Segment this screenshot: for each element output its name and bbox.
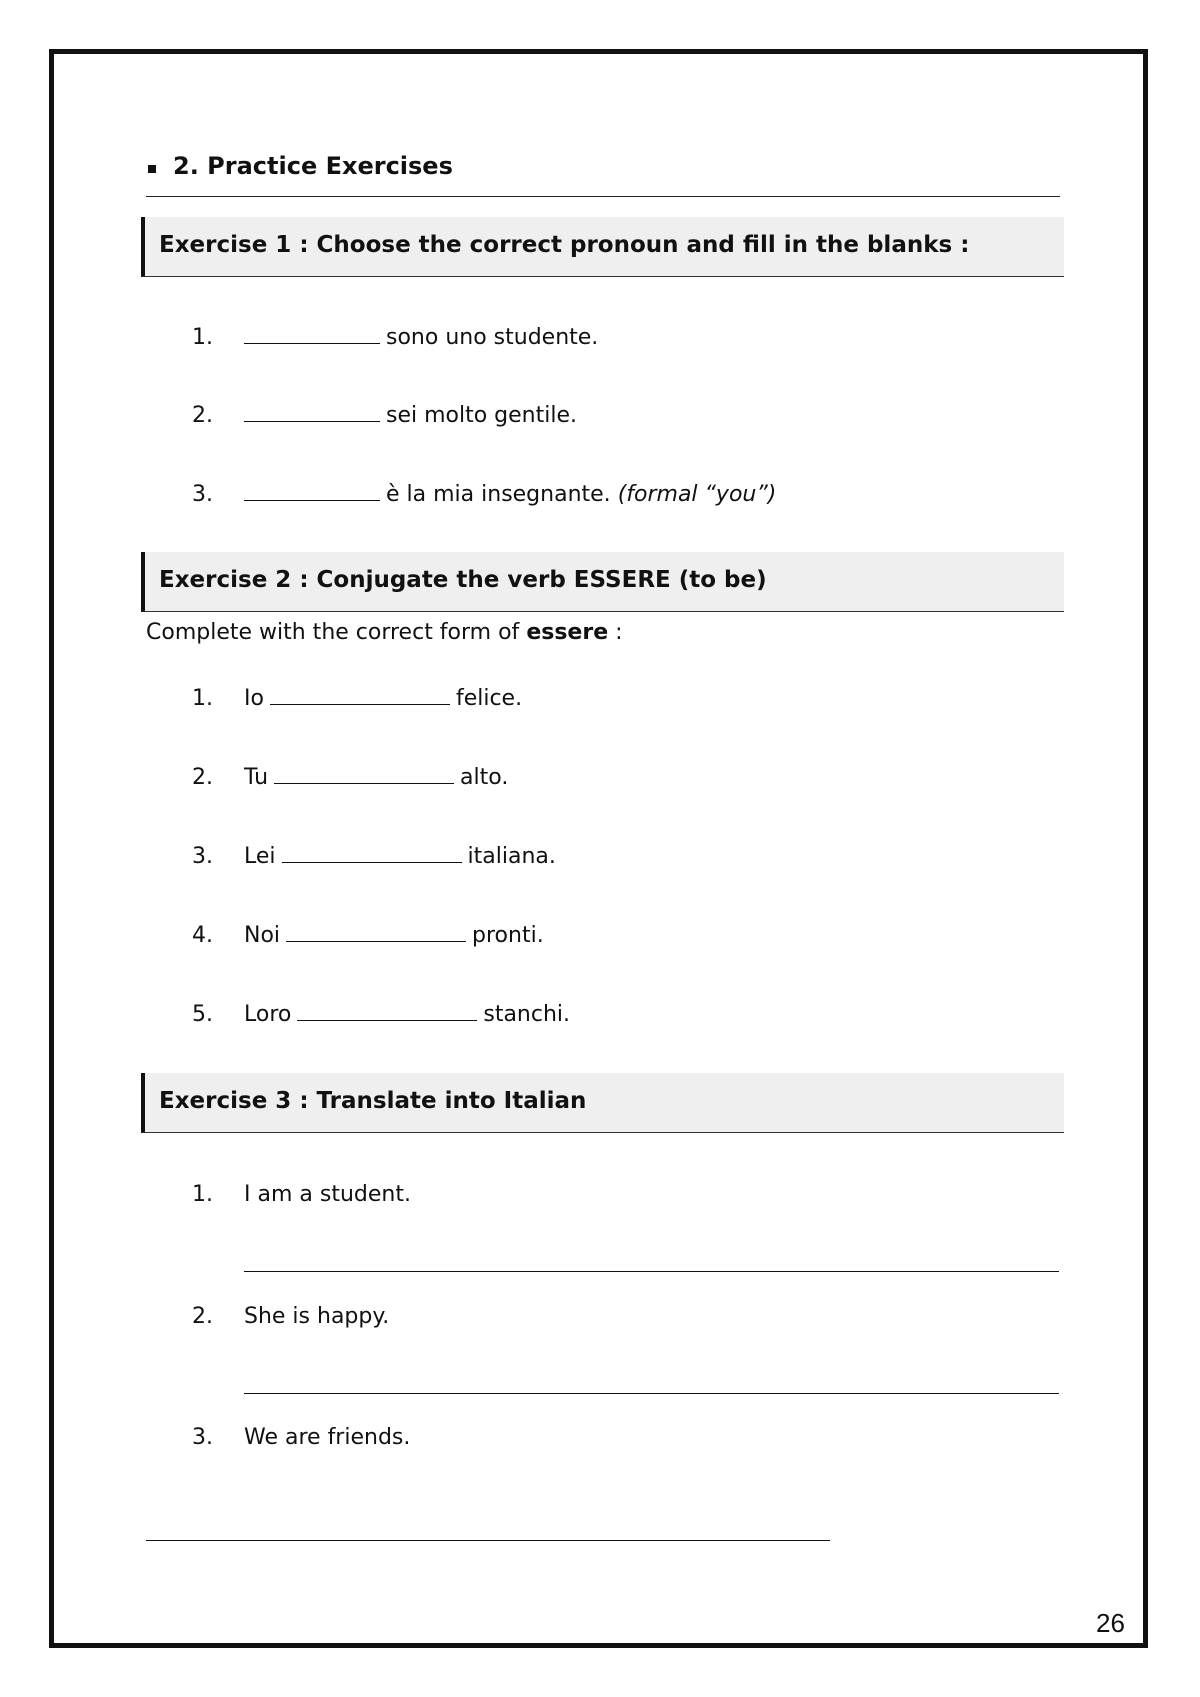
item-subject: Loro <box>244 1002 292 1027</box>
item-text: stanchi. <box>483 1002 571 1027</box>
item-text: è la mia insegnante. <box>386 482 611 507</box>
fill-blank[interactable] <box>244 325 380 344</box>
exercise-1-item <box>192 480 776 510</box>
item-text: She is happy. <box>244 1304 390 1329</box>
exercise-3-item <box>192 1302 389 1332</box>
answer-line[interactable] <box>244 1271 1059 1272</box>
item-subject: Noi <box>244 923 281 948</box>
exercise-2-header <box>141 552 1064 612</box>
instructions-text: Complete with the correct form of <box>146 620 520 645</box>
page-number: 26 <box>1096 1608 1125 1638</box>
exercise-1-header <box>141 217 1064 277</box>
exercise-3-title: Exercise 3 : Translate into Italian <box>159 1088 587 1114</box>
instructions-keyword: essere <box>526 620 609 645</box>
item-text: We are friends. <box>244 1425 411 1450</box>
item-number: 2. <box>192 765 213 790</box>
item-number: 3. <box>192 1425 213 1450</box>
exercise-3-item <box>192 1423 410 1453</box>
item-subject: Io <box>244 686 264 711</box>
fill-blank[interactable] <box>270 686 450 705</box>
item-text: sei molto gentile. <box>386 403 578 428</box>
item-text: felice. <box>455 686 523 711</box>
fill-blank[interactable] <box>282 844 462 863</box>
item-number: 3. <box>192 844 213 869</box>
exercise-1-item <box>192 323 598 353</box>
instructions-suffix: : <box>608 620 623 645</box>
item-number: 1. <box>192 1182 213 1207</box>
exercise-1-item <box>192 401 577 431</box>
item-subject: Lei <box>244 844 276 869</box>
fill-blank[interactable] <box>274 765 454 784</box>
exercise-3-header <box>141 1073 1064 1133</box>
item-number: 1. <box>192 686 213 711</box>
fill-blank[interactable] <box>286 923 466 942</box>
exercise-1-title: Exercise 1 : Choose the correct pronoun and fill in the blanks : <box>159 232 970 258</box>
item-note: (formal “you”) <box>617 482 777 507</box>
exercise-2-item <box>192 684 522 714</box>
item-text: sono uno studente. <box>386 325 599 350</box>
section-bullet-icon <box>148 165 156 173</box>
item-number: 4. <box>192 923 213 948</box>
exercise-2-item <box>192 763 508 793</box>
item-text: I am a student. <box>244 1182 411 1207</box>
exercise-2-title: Exercise 2 : Conjugate the verb ESSERE (to be) <box>159 567 767 593</box>
item-number: 2. <box>192 403 213 428</box>
exercise-2-item <box>192 1000 570 1030</box>
fill-blank[interactable] <box>244 403 380 422</box>
item-text: pronti. <box>472 923 544 948</box>
exercise-3-item <box>192 1180 411 1210</box>
item-subject: Tu <box>244 765 269 790</box>
fill-blank[interactable] <box>297 1002 477 1021</box>
item-number: 5. <box>192 1002 213 1027</box>
item-text: alto. <box>460 765 509 790</box>
answer-line[interactable] <box>244 1393 1059 1394</box>
item-number: 2. <box>192 1304 213 1329</box>
exercise-2-item <box>192 921 544 951</box>
item-text: italiana. <box>467 844 556 869</box>
fill-blank[interactable] <box>244 482 380 501</box>
exercise-2-instructions <box>146 620 623 645</box>
section-title: 2. Practice Exercises <box>173 152 453 180</box>
section-heading <box>146 150 1060 197</box>
item-number: 1. <box>192 325 213 350</box>
exercise-2-item <box>192 842 556 872</box>
answer-line[interactable] <box>146 1540 830 1541</box>
item-number: 3. <box>192 482 213 507</box>
